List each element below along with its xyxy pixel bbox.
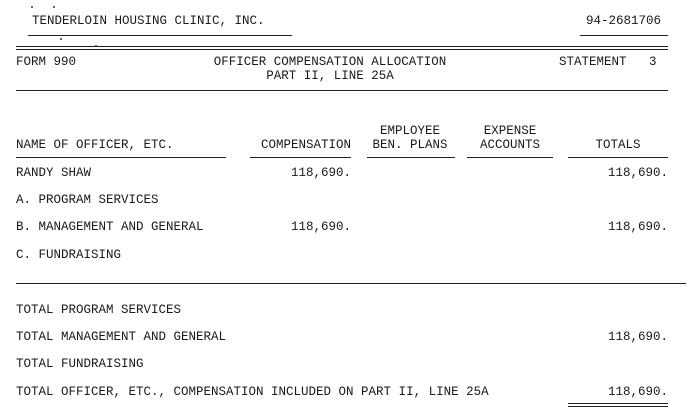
row-compensation: 118,690. bbox=[290, 220, 351, 234]
column-header-employee: EMPLOYEE bbox=[379, 124, 440, 138]
column-header-name: NAME OF OFFICER, ETC. bbox=[16, 138, 174, 152]
row-label: B. MANAGEMENT AND GENERAL bbox=[16, 220, 204, 234]
totals-label: TOTAL PROGRAM SERVICES bbox=[16, 303, 182, 317]
column-underline bbox=[568, 157, 668, 158]
column-header-totals: TOTALS bbox=[595, 138, 641, 152]
totals-label: TOTAL OFFICER, ETC., COMPENSATION INCLUDED ON PART II, LINE 25A bbox=[16, 385, 489, 399]
organization-name: TENDERLOIN HOUSING CLINIC, INC. bbox=[32, 14, 265, 28]
row-total: 118,690. bbox=[607, 220, 668, 234]
row-label: RANDY SHAW bbox=[16, 166, 92, 180]
top-rule bbox=[16, 46, 668, 47]
totals-value: 118,690. bbox=[607, 385, 668, 399]
totals-label: TOTAL MANAGEMENT AND GENERAL bbox=[16, 330, 227, 344]
scan-speck bbox=[60, 38, 62, 40]
statement-title: OFFICER COMPENSATION ALLOCATION bbox=[213, 55, 447, 69]
row-label: C. FUNDRAISING bbox=[16, 248, 122, 262]
ein-underline bbox=[580, 35, 668, 36]
totals-value: 118,690. bbox=[607, 330, 668, 344]
column-header-benefit-plans: BEN. PLANS bbox=[372, 138, 448, 152]
column-underline bbox=[250, 157, 351, 158]
scan-speck bbox=[31, 6, 33, 8]
statement-number: STATEMENT 3 bbox=[559, 55, 657, 69]
column-underline bbox=[467, 157, 553, 158]
row-compensation: 118,690. bbox=[290, 166, 351, 180]
column-header-accounts: ACCOUNTS bbox=[479, 138, 540, 152]
organization-underline bbox=[28, 35, 292, 36]
grand-total-double-rule bbox=[568, 403, 668, 404]
ein: 94-2681706 bbox=[586, 14, 662, 28]
statement-subtitle: PART II, LINE 25A bbox=[266, 69, 394, 83]
form-label: FORM 990 bbox=[16, 55, 77, 69]
row-label: A. PROGRAM SERVICES bbox=[16, 193, 159, 207]
column-header-expense: EXPENSE bbox=[483, 124, 537, 138]
row-total: 118,690. bbox=[607, 166, 668, 180]
column-underline bbox=[367, 157, 455, 158]
totals-label: TOTAL FUNDRAISING bbox=[16, 357, 144, 371]
column-header-compensation: COMPENSATION bbox=[260, 138, 351, 152]
scan-speck bbox=[53, 6, 55, 8]
scan-speck bbox=[95, 45, 97, 47]
top-rule bbox=[16, 49, 668, 50]
form-bar-rule bbox=[16, 90, 668, 91]
section-divider bbox=[16, 283, 686, 284]
column-underline bbox=[16, 157, 226, 158]
grand-total-double-rule bbox=[568, 406, 668, 407]
